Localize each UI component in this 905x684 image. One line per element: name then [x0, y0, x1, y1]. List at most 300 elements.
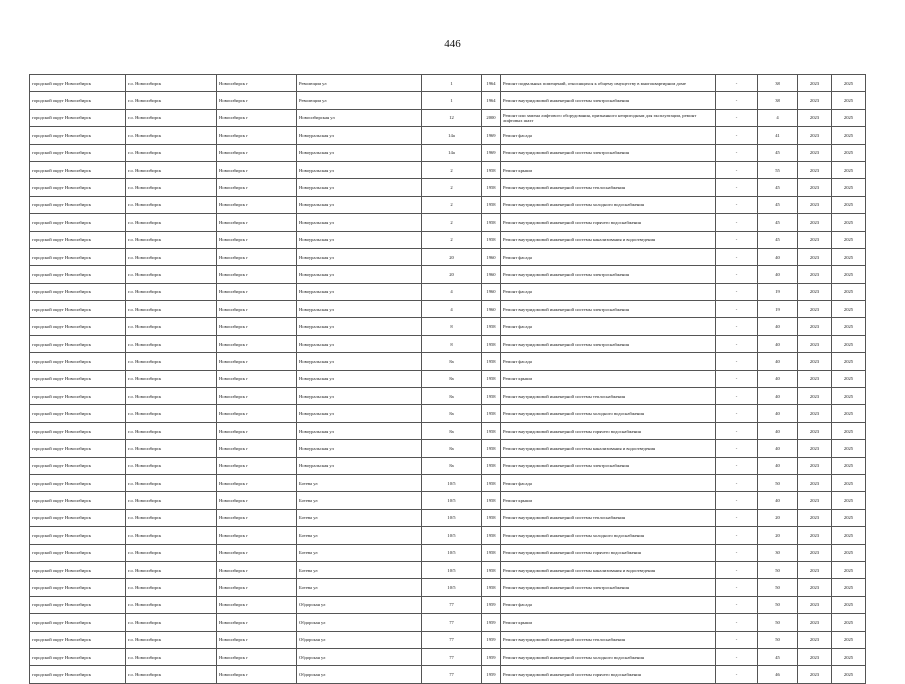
cell-house-number: 8а [422, 422, 482, 439]
cell-year-end: 2025 [832, 509, 866, 526]
cell-street: Новоуральская ул [297, 161, 422, 178]
cell-year-built: 1959 [482, 648, 501, 665]
cell-dash: - [716, 266, 758, 283]
cell-year-built: 1958 [482, 196, 501, 213]
table-row [30, 266, 866, 283]
cell-municipality: городской округ Новосибирск [30, 648, 126, 665]
cell-work-type: Ремонт внутридомовой инженерной системы холодного водоснабжения [501, 405, 716, 422]
cell-street: Новоуральская ул [297, 457, 422, 474]
cell-wear-percent: 20 [758, 527, 798, 544]
cell-district: г.о. Новосибирск [126, 648, 217, 665]
cell-district: г.о. Новосибирск [126, 457, 217, 474]
cell-district: г.о. Новосибирск [126, 370, 217, 387]
table-row [30, 144, 866, 161]
cell-municipality: городской округ Новосибирск [30, 474, 126, 491]
cell-settlement: Новосибирск г [217, 631, 297, 648]
table-row [30, 248, 866, 265]
cell-municipality: городской округ Новосибирск [30, 127, 126, 144]
cell-street: Новоуральская ул [297, 196, 422, 213]
table-row [30, 422, 866, 439]
cell-year-built: 1958 [482, 353, 501, 370]
cell-house-number: 8а [422, 457, 482, 474]
cell-year-built: 1959 [482, 596, 501, 613]
cell-district: г.о. Новосибирск [126, 596, 217, 613]
cell-work-type: Ремонт внутридомовой инженерной системы горячего водоснабжения [501, 666, 716, 683]
cell-dash: - [716, 231, 758, 248]
cell-wear-percent: 40 [758, 457, 798, 474]
table-row [30, 666, 866, 683]
cell-settlement: Новосибирск г [217, 92, 297, 109]
cell-street: Новоуральская ул [297, 283, 422, 300]
cell-district: г.о. Новосибирск [126, 144, 217, 161]
cell-street: Новоуральская ул [297, 370, 422, 387]
cell-wear-percent: 40 [758, 492, 798, 509]
cell-wear-percent: 40 [758, 318, 798, 335]
cell-street: Ботева ул [297, 579, 422, 596]
table-row [30, 579, 866, 596]
cell-work-type: Ремонт фасада [501, 318, 716, 335]
cell-work-type: Ремонт внутридомовой инженерной системы холодного водоснабжения [501, 527, 716, 544]
cell-house-number: 77 [422, 666, 482, 683]
cell-dash: - [716, 579, 758, 596]
cell-district: г.о. Новосибирск [126, 283, 217, 300]
cell-district: г.о. Новосибирск [126, 335, 217, 352]
cell-street: Новоуральская ул [297, 318, 422, 335]
cell-house-number: 14а [422, 144, 482, 161]
cell-year-end: 2025 [832, 161, 866, 178]
cell-settlement: Новосибирск г [217, 196, 297, 213]
cell-settlement: Новосибирск г [217, 231, 297, 248]
cell-year-start: 2023 [798, 474, 832, 491]
cell-work-type: Ремонт внутридомовой инженерной системы канализования и водоотведения [501, 440, 716, 457]
cell-district: г.о. Новосибирск [126, 179, 217, 196]
cell-year-end: 2025 [832, 614, 866, 631]
cell-settlement: Новосибирск г [217, 318, 297, 335]
cell-year-start: 2023 [798, 579, 832, 596]
cell-year-start: 2023 [798, 596, 832, 613]
cell-district: г.о. Новосибирск [126, 196, 217, 213]
cell-year-end: 2025 [832, 353, 866, 370]
cell-street: Новоуральская ул [297, 405, 422, 422]
cell-district: г.о. Новосибирск [126, 353, 217, 370]
cell-district: г.о. Новосибирск [126, 161, 217, 178]
cell-work-type: Ремонт крыши [501, 614, 716, 631]
cell-wear-percent: 50 [758, 474, 798, 491]
cell-street: Революции ул [297, 75, 422, 92]
cell-year-built: 1958 [482, 474, 501, 491]
cell-district: г.о. Новосибирск [126, 266, 217, 283]
cell-house-number: 10/5 [422, 509, 482, 526]
cell-year-end: 2025 [832, 231, 866, 248]
cell-year-start: 2023 [798, 457, 832, 474]
cell-year-built: 1958 [482, 161, 501, 178]
cell-settlement: Новосибирск г [217, 561, 297, 578]
table-row [30, 544, 866, 561]
cell-settlement: Новосибирск г [217, 457, 297, 474]
cell-district: г.о. Новосибирск [126, 75, 217, 92]
cell-house-number: 20 [422, 248, 482, 265]
table-row [30, 388, 866, 405]
cell-work-type: Ремонт внутридомовой инженерной системы канализования и водоотведения [501, 231, 716, 248]
cell-year-built: 1958 [482, 509, 501, 526]
cell-street: Новоуральская ул [297, 353, 422, 370]
cell-house-number: 1 [422, 92, 482, 109]
cell-street: Новоуральская ул [297, 214, 422, 231]
cell-municipality: городской округ Новосибирск [30, 161, 126, 178]
cell-municipality: городской округ Новосибирск [30, 544, 126, 561]
cell-dash: - [716, 248, 758, 265]
cell-year-end: 2025 [832, 422, 866, 439]
cell-wear-percent: 30 [758, 544, 798, 561]
cell-wear-percent: 45 [758, 144, 798, 161]
cell-municipality: городской округ Новосибирск [30, 527, 126, 544]
cell-wear-percent: 40 [758, 440, 798, 457]
cell-street: Новоуральская ул [297, 231, 422, 248]
cell-year-built: 1960 [482, 283, 501, 300]
cell-year-start: 2023 [798, 561, 832, 578]
table-row [30, 161, 866, 178]
cell-dash: - [716, 370, 758, 387]
cell-district: г.о. Новосибирск [126, 109, 217, 126]
cell-municipality: городской округ Новосибирск [30, 666, 126, 683]
cell-house-number: 8а [422, 440, 482, 457]
cell-street: Новосибирская ул [297, 109, 422, 126]
cell-municipality: городской округ Новосибирск [30, 92, 126, 109]
cell-year-end: 2025 [832, 109, 866, 126]
cell-municipality: городской округ Новосибирск [30, 492, 126, 509]
table-row [30, 370, 866, 387]
cell-municipality: городской округ Новосибирск [30, 266, 126, 283]
cell-year-start: 2023 [798, 388, 832, 405]
cell-municipality: городской округ Новосибирск [30, 109, 126, 126]
cell-settlement: Новосибирск г [217, 109, 297, 126]
cell-year-built: 1958 [482, 179, 501, 196]
cell-street: Новоуральская ул [297, 422, 422, 439]
cell-dash: - [716, 631, 758, 648]
cell-work-type: Ремонт внутридомовой инженерной системы холодного водоснабжения [501, 196, 716, 213]
cell-municipality: городской округ Новосибирск [30, 248, 126, 265]
cell-municipality: городской округ Новосибирск [30, 318, 126, 335]
cell-settlement: Новосибирск г [217, 75, 297, 92]
cell-settlement: Новосибирск г [217, 301, 297, 318]
table-row [30, 318, 866, 335]
cell-municipality: городской округ Новосибирск [30, 457, 126, 474]
cell-work-type: Ремонт внутридомовой инженерной системы электроснабжения [501, 266, 716, 283]
cell-year-start: 2023 [798, 144, 832, 161]
cell-wear-percent: 45 [758, 648, 798, 665]
cell-work-type: Ремонт фасада [501, 596, 716, 613]
cell-wear-percent: 50 [758, 631, 798, 648]
cell-district: г.о. Новосибирск [126, 388, 217, 405]
table-row [30, 474, 866, 491]
cell-work-type: Ремонт внутридомовой инженерной системы электроснабжения [501, 579, 716, 596]
cell-work-type: Ремонт внутридомовой инженерной системы электроснабжения [501, 335, 716, 352]
cell-year-built: 1960 [482, 266, 501, 283]
cell-year-start: 2023 [798, 353, 832, 370]
cell-year-end: 2025 [832, 75, 866, 92]
cell-dash: - [716, 127, 758, 144]
cell-street: Новоуральская ул [297, 144, 422, 161]
cell-work-type: Ремонт внутридомовой инженерной системы теплоснабжения [501, 179, 716, 196]
cell-settlement: Новосибирск г [217, 214, 297, 231]
cell-year-start: 2023 [798, 318, 832, 335]
cell-street: Новоуральская ул [297, 440, 422, 457]
table-row [30, 457, 866, 474]
cell-district: г.о. Новосибирск [126, 92, 217, 109]
cell-dash: - [716, 614, 758, 631]
cell-municipality: городской округ Новосибирск [30, 370, 126, 387]
cell-year-built: 1959 [482, 666, 501, 683]
cell-work-type: Ремонт фасада [501, 353, 716, 370]
cell-municipality: городской округ Новосибирск [30, 579, 126, 596]
cell-dash: - [716, 283, 758, 300]
cell-street: Ботева ул [297, 509, 422, 526]
cell-wear-percent: 46 [758, 666, 798, 683]
cell-wear-percent: 45 [758, 179, 798, 196]
cell-district: г.о. Новосибирск [126, 301, 217, 318]
cell-year-end: 2025 [832, 127, 866, 144]
cell-work-type: Ремонт крыши [501, 161, 716, 178]
cell-wear-percent: 50 [758, 579, 798, 596]
cell-year-end: 2025 [832, 457, 866, 474]
cell-year-start: 2023 [798, 614, 832, 631]
table-row [30, 214, 866, 231]
cell-house-number: 77 [422, 614, 482, 631]
cell-municipality: городской округ Новосибирск [30, 561, 126, 578]
cell-house-number: 77 [422, 631, 482, 648]
cell-year-start: 2023 [798, 109, 832, 126]
table-row [30, 301, 866, 318]
cell-year-start: 2023 [798, 440, 832, 457]
cell-year-start: 2023 [798, 196, 832, 213]
table-row [30, 353, 866, 370]
table-row [30, 648, 866, 665]
cell-dash: - [716, 666, 758, 683]
cell-work-type: Ремонт внутридомовой инженерной системы теплоснабжения [501, 509, 716, 526]
cell-wear-percent: 40 [758, 370, 798, 387]
table-row [30, 440, 866, 457]
table-row [30, 109, 866, 126]
cell-year-built: 1959 [482, 614, 501, 631]
cell-year-end: 2025 [832, 196, 866, 213]
cell-settlement: Новосибирск г [217, 440, 297, 457]
cell-district: г.о. Новосибирск [126, 405, 217, 422]
cell-house-number: 12 [422, 109, 482, 126]
cell-year-start: 2023 [798, 492, 832, 509]
cell-year-start: 2023 [798, 631, 832, 648]
cell-work-type: Ремонт внутридомовой инженерной системы канализования и водоотведения [501, 561, 716, 578]
table-row [30, 405, 866, 422]
cell-house-number: 10/5 [422, 561, 482, 578]
cell-dash: - [716, 648, 758, 665]
cell-settlement: Новосибирск г [217, 474, 297, 491]
cell-municipality: городской округ Новосибирск [30, 231, 126, 248]
cell-work-type: Ремонт фасада [501, 127, 716, 144]
cell-year-built: 1960 [482, 248, 501, 265]
cell-street: Обдорская ул [297, 648, 422, 665]
cell-district: г.о. Новосибирск [126, 440, 217, 457]
cell-wear-percent: 4 [758, 109, 798, 126]
cell-house-number: 14а [422, 127, 482, 144]
cell-year-start: 2023 [798, 127, 832, 144]
table-row [30, 196, 866, 213]
cell-year-end: 2025 [832, 283, 866, 300]
cell-municipality: городской округ Новосибирск [30, 335, 126, 352]
cell-year-built: 2000 [482, 109, 501, 126]
cell-settlement: Новосибирск г [217, 161, 297, 178]
cell-street: Ботева ул [297, 492, 422, 509]
cell-year-start: 2023 [798, 509, 832, 526]
cell-year-end: 2025 [832, 561, 866, 578]
cell-year-end: 2025 [832, 631, 866, 648]
table-body [30, 75, 866, 684]
table-row [30, 92, 866, 109]
cell-year-end: 2025 [832, 318, 866, 335]
cell-year-end: 2025 [832, 179, 866, 196]
cell-settlement: Новосибирск г [217, 666, 297, 683]
cell-work-type: Ремонт внутридомовой инженерной системы горячего водоснабжения [501, 422, 716, 439]
cell-municipality: городской округ Новосибирск [30, 283, 126, 300]
cell-year-built: 1969 [482, 144, 501, 161]
table-row [30, 179, 866, 196]
cell-year-built: 1958 [482, 370, 501, 387]
cell-year-built: 1958 [482, 527, 501, 544]
cell-street: Новоуральская ул [297, 301, 422, 318]
cell-work-type: Ремонт крыши [501, 492, 716, 509]
cell-settlement: Новосибирск г [217, 144, 297, 161]
cell-year-start: 2023 [798, 301, 832, 318]
cell-wear-percent: 50 [758, 561, 798, 578]
cell-year-start: 2023 [798, 75, 832, 92]
cell-wear-percent: 45 [758, 231, 798, 248]
cell-year-end: 2025 [832, 405, 866, 422]
cell-year-built: 1958 [482, 388, 501, 405]
cell-settlement: Новосибирск г [217, 596, 297, 613]
cell-street: Обдорская ул [297, 596, 422, 613]
cell-district: г.о. Новосибирск [126, 527, 217, 544]
cell-street: Обдорская ул [297, 666, 422, 683]
cell-year-start: 2023 [798, 422, 832, 439]
cell-year-built: 1958 [482, 440, 501, 457]
table-row [30, 127, 866, 144]
cell-work-type: Ремонт внутридомовой инженерной системы электроснабжения [501, 144, 716, 161]
cell-house-number: 10/5 [422, 544, 482, 561]
cell-settlement: Новосибирск г [217, 579, 297, 596]
cell-wear-percent: 40 [758, 248, 798, 265]
cell-house-number: 77 [422, 596, 482, 613]
cell-work-type: Ремонт фасада [501, 474, 716, 491]
cell-wear-percent: 40 [758, 422, 798, 439]
cell-settlement: Новосибирск г [217, 388, 297, 405]
cell-work-type: Ремонт внутридомовой инженерной системы электроснабжения [501, 457, 716, 474]
cell-settlement: Новосибирск г [217, 527, 297, 544]
cell-year-built: 1964 [482, 92, 501, 109]
cell-year-end: 2025 [832, 474, 866, 491]
cell-year-end: 2025 [832, 388, 866, 405]
cell-municipality: городской округ Новосибирск [30, 405, 126, 422]
table-row [30, 561, 866, 578]
cell-district: г.о. Новосибирск [126, 474, 217, 491]
table-row [30, 283, 866, 300]
cell-year-end: 2025 [832, 492, 866, 509]
cell-settlement: Новосибирск г [217, 405, 297, 422]
cell-year-end: 2025 [832, 579, 866, 596]
cell-house-number: 2 [422, 196, 482, 213]
cell-wear-percent: 38 [758, 75, 798, 92]
cell-settlement: Новосибирск г [217, 127, 297, 144]
cell-house-number: 8а [422, 388, 482, 405]
cell-wear-percent: 40 [758, 388, 798, 405]
cell-year-end: 2025 [832, 144, 866, 161]
cell-district: г.о. Новосибирск [126, 631, 217, 648]
cell-wear-percent: 55 [758, 161, 798, 178]
cell-wear-percent: 50 [758, 596, 798, 613]
cell-street: Новоуральская ул [297, 335, 422, 352]
cell-settlement: Новосибирск г [217, 335, 297, 352]
cell-year-start: 2023 [798, 179, 832, 196]
cell-municipality: городской округ Новосибирск [30, 301, 126, 318]
cell-dash: - [716, 318, 758, 335]
cell-municipality: городской округ Новосибирск [30, 179, 126, 196]
cell-street: Новоуральская ул [297, 179, 422, 196]
cell-street: Ботева ул [297, 544, 422, 561]
table-row [30, 509, 866, 526]
cell-dash: - [716, 561, 758, 578]
cell-wear-percent: 41 [758, 127, 798, 144]
cell-district: г.о. Новосибирск [126, 544, 217, 561]
cell-year-start: 2023 [798, 335, 832, 352]
cell-dash: - [716, 596, 758, 613]
cell-wear-percent: 20 [758, 509, 798, 526]
cell-year-built: 1958 [482, 422, 501, 439]
cell-house-number: 8а [422, 405, 482, 422]
cell-house-number: 1 [422, 75, 482, 92]
cell-house-number: 10/5 [422, 527, 482, 544]
cell-year-end: 2025 [832, 648, 866, 665]
cell-district: г.о. Новосибирск [126, 492, 217, 509]
cell-work-type: Ремонт внутридомовой инженерной системы горячего водоснабжения [501, 544, 716, 561]
cell-district: г.о. Новосибирск [126, 579, 217, 596]
cell-house-number: 2 [422, 214, 482, 231]
cell-work-type: Ремонт внутридомовой инженерной системы горячего водоснабжения [501, 214, 716, 231]
cell-dash: - [716, 179, 758, 196]
cell-house-number: 8а [422, 370, 482, 387]
table-row [30, 231, 866, 248]
cell-district: г.о. Новосибирск [126, 214, 217, 231]
cell-year-end: 2025 [832, 301, 866, 318]
cell-year-built: 1964 [482, 75, 501, 92]
cell-wear-percent: 45 [758, 196, 798, 213]
cell-dash: - [716, 75, 758, 92]
cell-year-end: 2025 [832, 92, 866, 109]
cell-municipality: городской округ Новосибирск [30, 596, 126, 613]
cell-year-end: 2025 [832, 440, 866, 457]
cell-house-number: 2 [422, 231, 482, 248]
cell-settlement: Новосибирск г [217, 544, 297, 561]
cell-work-type: Ремонт внутридомовой инженерной системы холодного водоснабжения [501, 648, 716, 665]
cell-wear-percent: 40 [758, 353, 798, 370]
cell-municipality: городской округ Новосибирск [30, 388, 126, 405]
cell-street: Ботева ул [297, 561, 422, 578]
cell-dash: - [716, 388, 758, 405]
cell-year-built: 1959 [482, 631, 501, 648]
cell-house-number: 10/5 [422, 474, 482, 491]
cell-house-number: 8 [422, 318, 482, 335]
table-row [30, 335, 866, 352]
cell-settlement: Новосибирск г [217, 648, 297, 665]
cell-dash: - [716, 196, 758, 213]
cell-street: Революции ул [297, 92, 422, 109]
